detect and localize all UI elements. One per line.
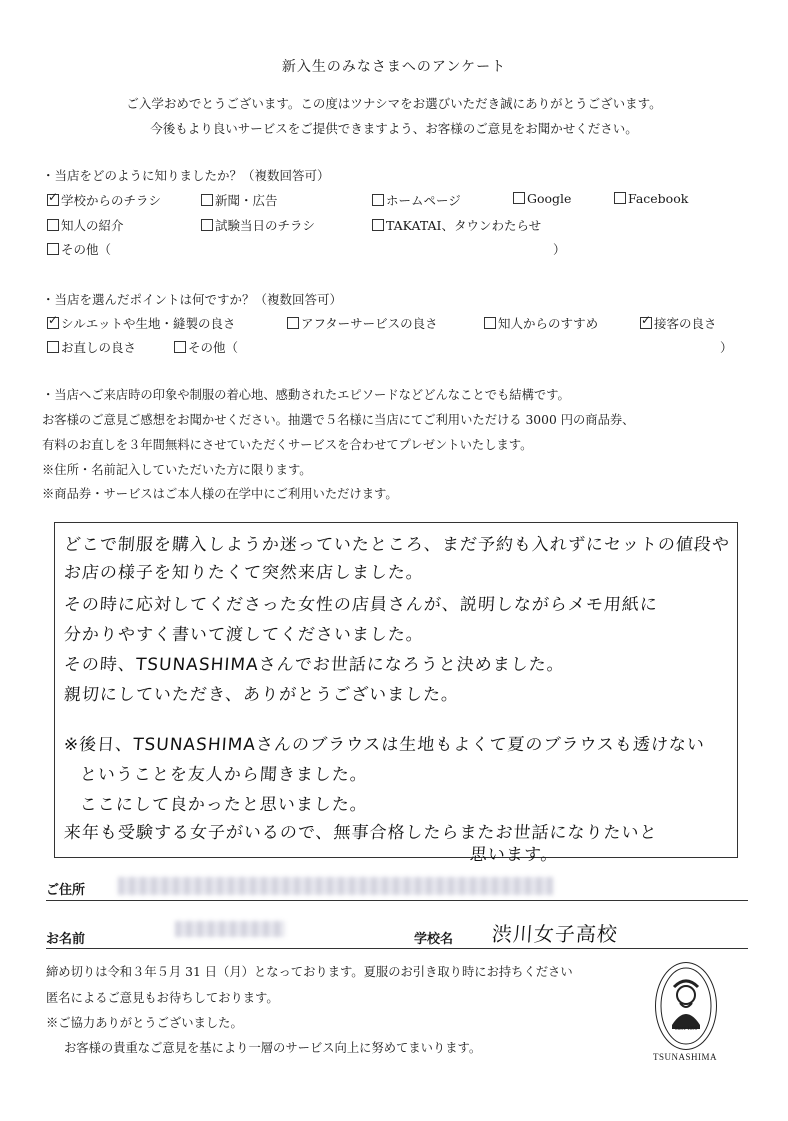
name-redacted (175, 921, 285, 937)
q1-option-google[interactable]: Google (513, 191, 571, 206)
tsunashima-logo-icon (655, 962, 717, 1050)
q2-option-other[interactable]: その他（ (174, 338, 238, 356)
q3-line-2: お客様のご意見ご感想をお聞かせください。抽選で５名様に当店にてご利用いただける 3000 円の商品券、 (42, 413, 635, 427)
address-redacted (118, 877, 553, 895)
answer-line-4: 分かりやすく書いて渡してくださいました。 (63, 625, 425, 645)
q2-option-recommendation[interactable]: 知人からのすすめ (484, 314, 598, 332)
q3-line-1: ・当店へご来店時の印象や制服の着心地、感動されたエピソードなどどんなことでも結構です。 (42, 388, 570, 402)
q2-option-alterations[interactable]: お直しの良さ (47, 338, 136, 356)
q3-line-3: 有料のお直しを３年間無料にさせていただくサービスを合わせてプレゼントいたします。 (42, 438, 533, 452)
checkbox-icon[interactable] (287, 317, 299, 329)
form-title: 新入生のみなさまへのアンケート (281, 59, 507, 75)
logo-since: Since 1890 (674, 1027, 698, 1032)
name-line (46, 948, 748, 949)
answer-line-11: 思います。 (469, 845, 560, 865)
q1-option-other[interactable]: その他（ (47, 240, 111, 258)
footer-note-4: お客様の貴重なご意見を基により一層のサービス向上に努めてまいります。 (64, 1041, 482, 1055)
footer-note-2: 匿名によるご意見もお待ちしております。 (46, 991, 279, 1005)
checkbox-icon[interactable] (484, 317, 496, 329)
q2-option-service[interactable]: ✓ 接客の良さ (640, 314, 717, 332)
checkbox-icon[interactable] (201, 219, 213, 231)
q3-line-4: ※住所・名前記入していただいた方に限ります。 (42, 463, 312, 477)
address-line (46, 900, 748, 901)
q2-option-after-service[interactable]: アフターサービスの良さ (287, 314, 438, 332)
checkbox-icon[interactable] (47, 194, 59, 206)
checkbox-icon[interactable] (372, 194, 384, 206)
footer-note-3: ※ご協力ありがとうございました。 (46, 1016, 243, 1030)
q1-option-acquaintance[interactable]: 知人の紹介 (47, 216, 124, 234)
name-label: お名前 (46, 932, 86, 947)
checkbox-icon[interactable] (201, 194, 213, 206)
q1-option-exam-day-flyer[interactable]: 試験当日のチラシ (201, 216, 315, 234)
checkbox-icon[interactable] (614, 192, 626, 204)
answer-line-6: 親切にしていただき、ありがとうございました。 (63, 685, 460, 705)
checkbox-icon[interactable] (47, 341, 59, 353)
q1-question: ・当店をどのように知りましたか？（複数回答可） (42, 168, 330, 183)
checkbox-icon[interactable] (640, 317, 652, 329)
checkbox-icon[interactable] (47, 317, 59, 329)
q2-other-close: ） (720, 340, 733, 355)
footer-note-1: 締め切りは令和３年５月 31 日（月）となっております。夏服のお引き取り時にお持ちください (46, 965, 573, 979)
q1-option-homepage[interactable]: ホームページ (372, 191, 461, 209)
logo-name: TSUNASHIMA (652, 1052, 717, 1062)
answer-line-5: その時、TSUNASHIMAさんでお世話になろうと決めました。 (63, 655, 566, 675)
q2-question: ・当店を選んだポイントは何ですか？（複数回答可） (42, 292, 343, 307)
checkbox-icon[interactable] (174, 341, 186, 353)
portrait-icon (656, 963, 716, 1049)
intro-line-1: ご入学おめでとうございます。この度はツナシマをお選びいただき誠にありがとうございます。 (126, 96, 662, 111)
answer-line-1: どこで制服を購入しようか迷っていたところ、まだ予約も入れずにセットの値段や (63, 535, 731, 555)
address-label: ご住所 (46, 883, 86, 898)
answer-line-3: その時に応対してくださった女性の店員さんが、説明しながらメモ用紙に (63, 595, 659, 615)
q2-option-silhouette[interactable]: ✓シルエットや生地・縫製の良さ (47, 314, 235, 332)
answer-line-2: お店の様子を知りたくて突然来店しました。 (63, 563, 425, 583)
school-value: 渋川女子高校 (491, 922, 619, 946)
q1-option-takatai[interactable]: TAKATAI、タウンわたらせ (372, 216, 541, 234)
q3-line-5: ※商品券・サービスはご本人様の在学中にご利用いただけます。 (42, 487, 398, 501)
answer-line-8: ということを友人から聞きました。 (79, 765, 369, 785)
q1-option-school-flyer[interactable]: ✓学校からのチラシ (47, 191, 161, 209)
answer-line-9: ここにして良かったと思いました。 (79, 795, 369, 815)
checkbox-icon[interactable] (372, 219, 384, 231)
answer-line-7: ※後日、TSUNASHIMAさんのブラウスは生地もよくて夏のブラウスも透けない (63, 735, 706, 755)
q1-option-facebook[interactable]: Facebook (614, 191, 688, 206)
intro-line-2: 今後もより良いサービスをご提供できますよう、お客様のご意見をお聞かせください。 (150, 121, 638, 136)
q1-other-close: ） (553, 242, 566, 257)
checkbox-icon[interactable] (47, 243, 59, 255)
school-label: 学校名 (414, 932, 454, 947)
checkbox-icon[interactable] (513, 192, 525, 204)
q1-option-newspaper[interactable]: 新聞・広告 (201, 191, 278, 209)
answer-line-10: 来年も受験する女子がいるので、無事合格したらまたお世話になりたいと (63, 823, 659, 843)
checkbox-icon[interactable] (47, 219, 59, 231)
